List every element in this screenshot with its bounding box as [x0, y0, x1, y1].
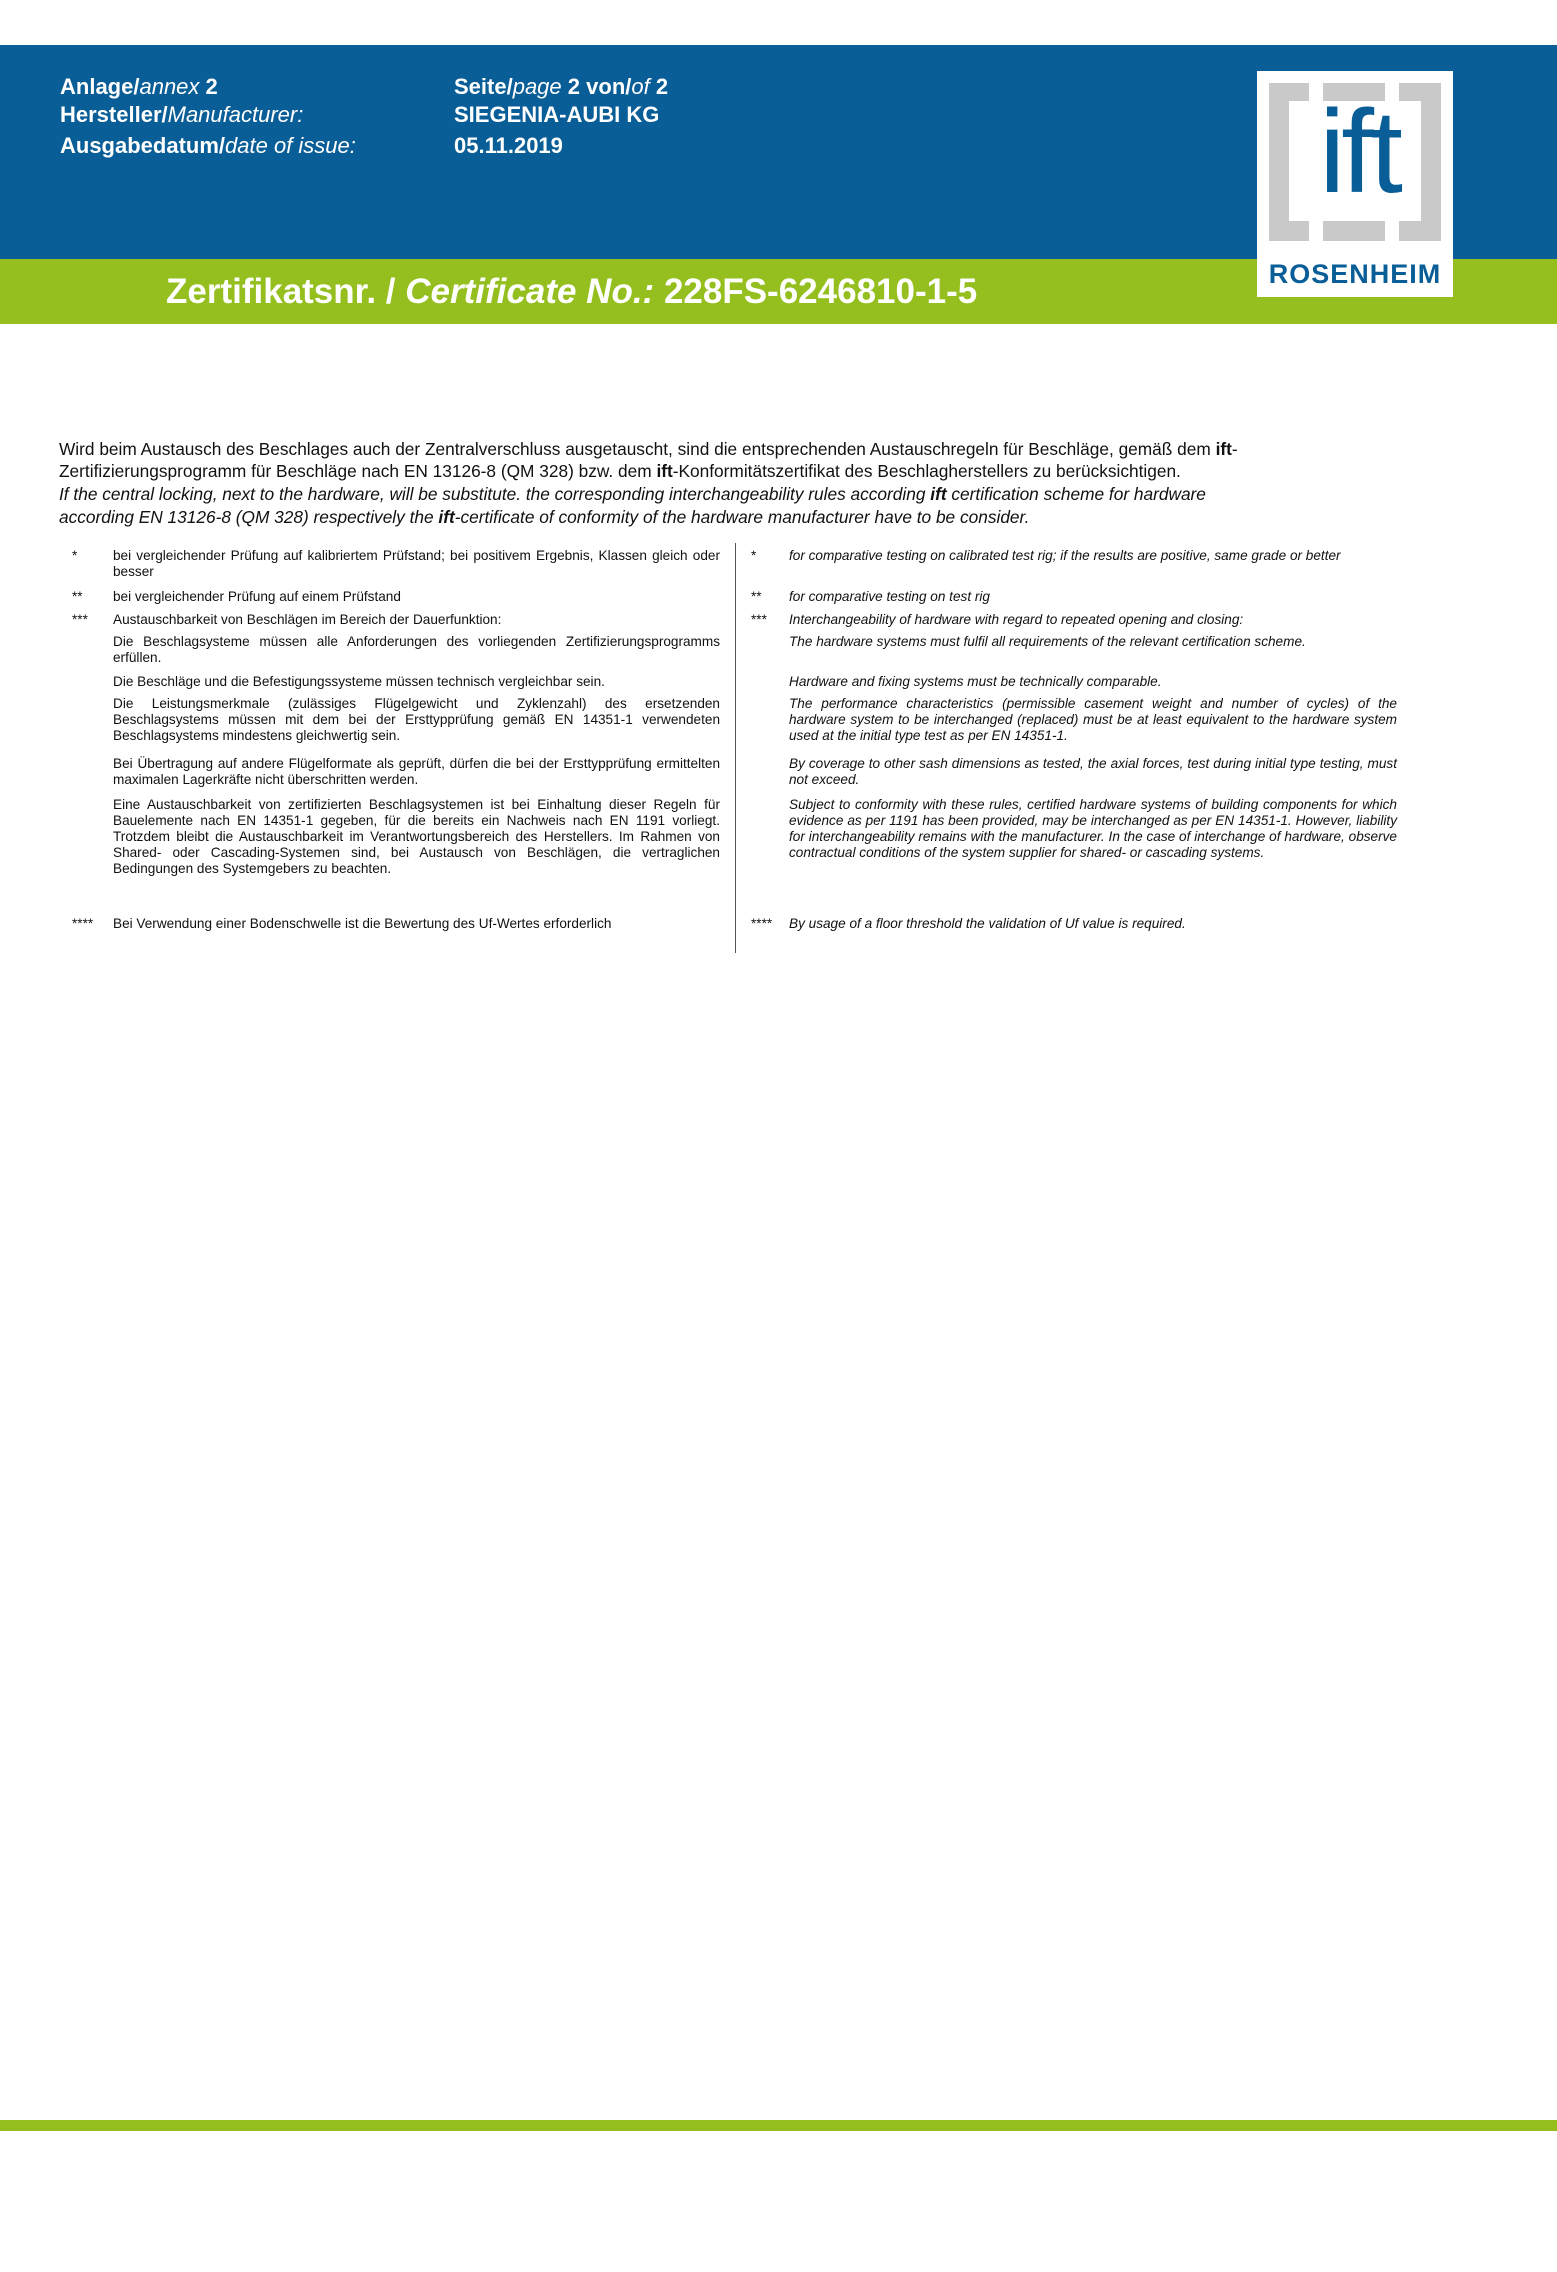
intro-de-line-1: Wird beim Austausch des Beschlages auch der Zentralverschluss ausgetauscht, sind die entsprechenden Austauschregeln für Beschläge, gemäß dem ift-: [59, 439, 1238, 459]
note-marker: ***: [751, 612, 767, 627]
note-text: bei vergleichender Prüfung auf kalibriertem Prüfstand; bei positivem Ergebnis, Klassen gleich oder besser: [113, 548, 720, 579]
note-marker: ***: [72, 612, 88, 627]
note-text: for comparative testing on test rig: [789, 589, 990, 604]
note-text: for comparative testing on calibrated test rig; if the results are positive, same grade or better: [789, 548, 1341, 563]
note-marker: ****: [72, 916, 94, 931]
note-text: Die Beschläge und die Befestigungssysteme müssen technisch vergleichbar sein.: [113, 674, 605, 689]
column-divider: [735, 543, 736, 953]
note-text: Subject to conformity with these rules, certified hardware systems of building components for which evidence as per 1191 has been provided, may be interchanged as per EN 14351-1. However, liability for interchangeability remains with the manufacturer. In the case of interchange of hardware, observe contractual conditions of the system supplier for shared- or cascading systems.: [789, 797, 1397, 860]
intro-en-line-1: If the central locking, next to the hardware, will be substitute. the corresponding interchangeability rules according ift certification scheme for hardware: [59, 484, 1206, 504]
ift-rosenheim-logo: [1257, 71, 1453, 297]
intro-de-line-2: Zertifizierungsprogramm für Beschläge nach EN 13126-8 (QM 328) bzw. dem ift-Konformitätszertifikat des Beschlagherstellers zu berücksichtigen.: [59, 461, 1181, 481]
note-text: Interchangeability of hardware with regard to repeated opening and closing:: [789, 612, 1244, 627]
note-text: Austauschbarkeit von Beschlägen im Bereich der Dauerfunktion:: [113, 612, 502, 627]
note-text: Die Leistungsmerkmale (zulässiges Flügelgewicht und Zyklenzahl) des ersetzenden Beschlagsystems müssen mit dem bei der Ersttypprüfung gemäß EN 14351-1 verwendeten Beschlagsystems mindestens gleichwertig sein.: [113, 696, 720, 743]
note-text: Die Beschlagsysteme müssen alle Anforderungen des vorliegenden Zertifizierungsprogramms erfüllen.: [113, 634, 720, 665]
note-marker: *: [72, 548, 78, 563]
page-indicator: Seite/page 2 von/of 2: [454, 74, 669, 99]
logo-ift-text: ift: [1319, 86, 1399, 218]
note-text: By coverage to other sash dimensions as tested, the axial forces, test during initial type testing, must not exceed.: [789, 756, 1397, 787]
note-text: Hardware and fixing systems must be technically comparable.: [789, 674, 1162, 689]
note-marker: *: [751, 548, 757, 563]
manufacturer-label: Hersteller/Manufacturer:: [60, 102, 304, 127]
footer-rule: [0, 2120, 1557, 2131]
note-text: By usage of a floor threshold the validation of Uf value is required.: [789, 916, 1186, 931]
note-marker: **: [72, 589, 83, 604]
note-text: The hardware systems must fulfil all requirements of the relevant certification scheme.: [789, 634, 1306, 649]
issue-date-value: 05.11.2019: [454, 133, 563, 158]
note-text: The performance characteristics (permissible casement weight and number of cycles) of the hardware system to be interchanged (replaced) must be at least equivalent to the hardware system used at the initial type test as per EN 14351-1.: [789, 696, 1397, 743]
note-text: bei vergleichender Prüfung auf einem Prüfstand: [113, 589, 401, 604]
issue-date-label: Ausgabedatum/date of issue:: [60, 133, 356, 158]
note-marker: **: [751, 589, 762, 604]
certificate-number-line: Zertifikatsnr. / Certificate No.: 228FS-6246810-1-5: [166, 272, 978, 311]
annex-label: Anlage/annex 2: [60, 74, 218, 99]
intro-en-line-2: according EN 13126-8 (QM 328) respectively the ift-certificate of conformity of the hardware manufacturer have to be consider.: [59, 507, 1030, 527]
note-text: Eine Austauschbarkeit von zertifizierten Beschlagsystemen ist bei Einhaltung dieser Regeln für Bauelemente nach EN 14351-1 gegeben, für die bereits ein Nachweis nach EN 1191 vorliegt. Trotzdem bleibt die Austauschbarkeit im Verantwortungsbereich des Herstellers. Im Rahmen von Shared- oder Cascading-Systemen sind, bei Austausch von Beschlägen, die vertraglichen Bedingungen des Systemgebers zu beachten.: [113, 797, 720, 876]
note-text: Bei Verwendung einer Bodenschwelle ist die Bewertung des Uf-Wertes erforderlich: [113, 916, 612, 931]
note-text: Bei Übertragung auf andere Flügelformate als geprüft, dürfen die bei der Ersttypprüfung ermittelten maximalen Lagerkräfte nicht überschritten werden.: [113, 756, 720, 787]
logo-rosenheim-text: ROSENHEIM: [1268, 259, 1442, 289]
manufacturer-value: SIEGENIA-AUBI KG: [454, 102, 660, 127]
note-marker: ****: [751, 916, 773, 931]
